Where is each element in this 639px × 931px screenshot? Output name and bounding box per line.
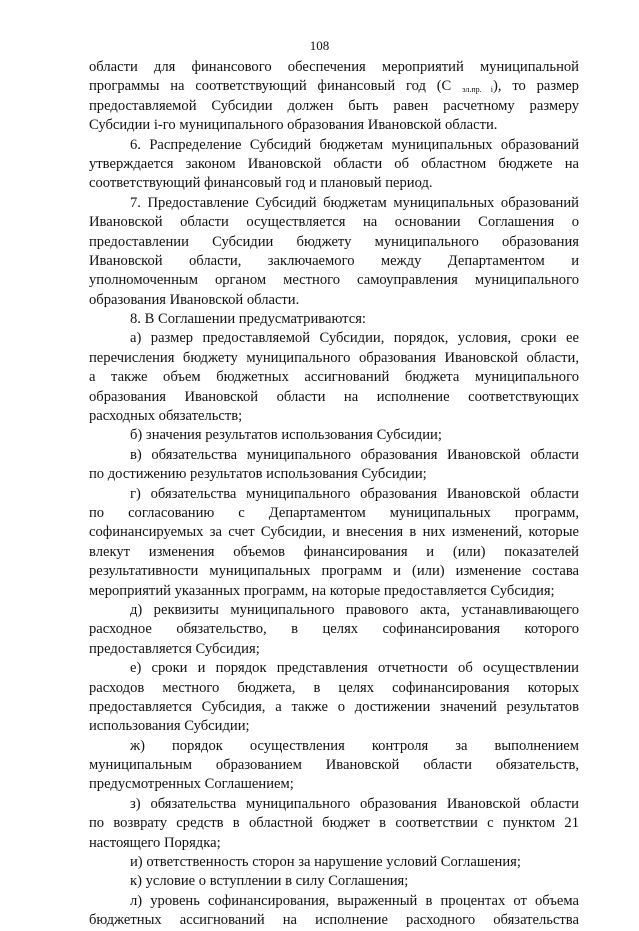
text-line: бюджетных ассигнований на исполнение расходного обязательства	[89, 912, 579, 929]
formula-subscript: эл.пр. i	[462, 85, 494, 95]
text-line: Ивановской области осуществляется на основании Соглашения о	[89, 214, 579, 231]
text-line: соответствующий финансовый год и плановый период.	[89, 175, 433, 192]
text-line: использования Субсидии;	[89, 718, 250, 735]
text-line: 8. В Соглашении предусматриваются:	[130, 311, 366, 328]
text-line: предоставлении Субсидии бюджету муниципального образования	[89, 233, 579, 250]
text-line: предоставляемой Субсидии должен быть равен расчетному размеру	[89, 97, 579, 114]
text-line: муниципальным образованием Ивановской области обязательств,	[89, 757, 579, 774]
text-line: влекут изменения объемов финансирования и (или) показателей	[89, 543, 579, 560]
text-line: настоящего Порядка;	[89, 834, 221, 851]
text-line: расходных обязательств;	[89, 408, 243, 425]
text-line: предусмотренных Соглашением;	[89, 776, 294, 793]
text-line: л) уровень софинансирования, выраженный в процентах от объема	[130, 892, 579, 909]
text-line: по достижению результатов использования Субсидии;	[89, 466, 427, 483]
text-line	[89, 77, 579, 96]
text-line: утверждается законом Ивановской области об областном бюджете на	[89, 155, 579, 172]
text-line: к) условие о вступлении в силу Соглашения;	[130, 873, 409, 890]
text-line: предоставляется Субсидия;	[89, 640, 260, 657]
text-line: в) обязательства муниципального образования Ивановской области	[130, 446, 579, 463]
page-number: 108	[309, 38, 330, 53]
text-line: образования Ивановской области.	[89, 291, 300, 308]
text-line: д) реквизиты муниципального правового акта, устанавливающего	[130, 601, 579, 618]
text-line: расходное обязательство, в целях софинансирования которого	[89, 621, 579, 638]
text-line: б) значения результатов использования Субсидии;	[130, 427, 442, 444]
text-line: предоставляется Субсидия, а также о достижении значений результатов	[89, 698, 579, 715]
text-line: Субсидии i-го муниципального образования Ивановской области.	[89, 117, 498, 134]
text-line: расходов местного бюджета, в целях софинансирования которых	[89, 679, 579, 696]
text-line: образования Ивановской области на исполнение соответствующих	[89, 388, 579, 405]
text-line: з) обязательства муниципального образования Ивановской области	[130, 795, 579, 812]
text-line: ж) порядок осуществления контроля за выполнением	[130, 737, 579, 754]
text-line: 7. Предоставление Субсидий бюджетам муниципальных образований	[130, 194, 579, 211]
text-segment: программы на соответствующий финансовый год (С	[89, 78, 463, 95]
text-line: уполномоченным органом местного самоуправления муниципального	[89, 272, 579, 289]
text-line: и) ответственность сторон за нарушение условий Соглашения;	[130, 854, 521, 871]
text-line: перечисления бюджету муниципального образования Ивановской области,	[89, 349, 579, 366]
text-line: 6. Распределение Субсидий бюджетам муниципальных образований	[130, 136, 579, 153]
text-line: результативности муниципальных программ и (или) изменение состава	[89, 563, 579, 580]
text-line: по возврату средств в областной бюджет в соответствии с пунктом 21	[89, 815, 579, 832]
text-segment: ), то размер	[493, 78, 579, 95]
text-line: е) сроки и порядок представления отчетности об осуществлении	[130, 660, 579, 677]
text-line: г) обязательства муниципального образования Ивановской области	[130, 485, 579, 502]
text-line: мероприятий указанных программ, на которые предоставляется Субсидия;	[89, 582, 555, 599]
text-line: софинансируемых за счет Субсидии, и внесения в них изменений, которые	[89, 524, 579, 541]
text-line: а) размер предоставляемой Субсидии, порядок, условия, сроки ее	[130, 330, 579, 347]
text-line: Ивановской области, заключаемого между Департаментом и	[89, 252, 579, 269]
text-line: а также объем бюджетных ассигнований бюджета муниципального	[89, 369, 579, 386]
text-line: по согласованию с Департаментом муниципальных программ,	[89, 504, 579, 521]
document-body	[89, 58, 579, 931]
text-line: области для финансового обеспечения мероприятий муниципальной	[89, 59, 579, 75]
